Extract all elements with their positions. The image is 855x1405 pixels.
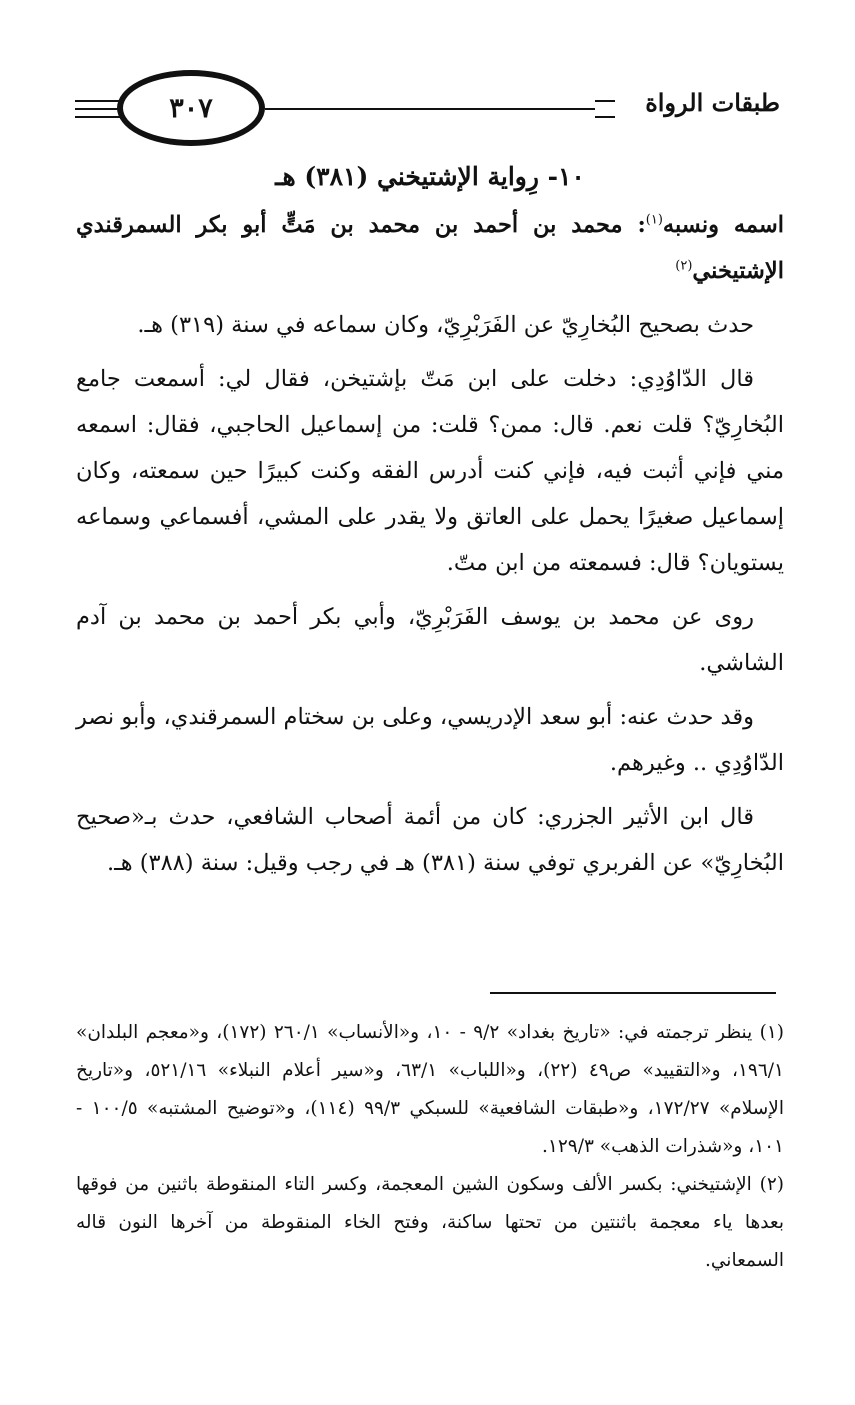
paragraph-name-lineage <box>76 202 784 294</box>
name-lineage-text: : محمد بن أحمد بن محمد بن مَتٍّ أبو بكر السمرقندي الإشتيخني <box>76 212 784 284</box>
header-rule-center <box>265 108 595 110</box>
footnote-ref-2: (٢) <box>675 258 693 274</box>
header-rule-right-a <box>595 100 615 102</box>
footnote-ref-1: (١) <box>645 212 663 228</box>
paragraph-narration: حدث بصحيح البُخارِيّ عن الفَرَبْرِيّ، وكان سماعه في سنة (٣١٩) هـ. <box>137 312 754 338</box>
footnote-divider <box>490 992 776 994</box>
page-number: ٣٠٧ <box>169 92 213 124</box>
paragraph-narrated-from: روى عن محمد بن يوسف الفَرَبْرِيّ، وأبي بكر أحمد بن محمد بن آدم الشاشي. <box>76 604 784 676</box>
paragraph-dawudi-account: قال الدّاوُدِي: دخلت على ابن مَتّ بإشتيخن، فقال لي: أسمعت جامع البُخارِيّ؟ قلت نعم. قال: ممن؟ قلت: من إسماعيل الحاجبي، فقال: اسمعه مني فإني أثبت فيه، فإني كنت أدرس الفقه وكنت كبيرًا حين سمعته، وكان إسماعيل صغيرًا يحمل على العاتق ولا يقدر على المشي، أفسماعي وسماعه يستويان؟ قال: فسمعته من ابن متّ. <box>76 366 784 576</box>
paragraph-narrated-by: وقد حدث عنه: أبو سعد الإدريسي، وعلى بن سختام السمرقندي، وأبو نصر الدّاوُدِي .. وغيرهم. <box>76 704 784 776</box>
section-title: ١٠- رِواية الإشتيخني (٣٨١) هـ <box>275 162 585 191</box>
name-lineage-heading: اسمه ونسبه <box>662 212 785 238</box>
page-number-oval <box>117 70 265 146</box>
running-title: طبقات الرواة <box>635 88 780 117</box>
running-header <box>75 70 780 150</box>
paragraph-ibn-athir: قال ابن الأثير الجزري: كان من أئمة أصحاب الشافعي، حدث بـ«صحيح البُخارِيّ» عن الفربري توفي سنة (٣٨١) هـ في رجب وقيل: سنة (٣٨٨) هـ. <box>76 804 784 876</box>
footnotes <box>76 1014 784 1280</box>
footnote-1: (١) ينظر ترجمته في: «تاريخ بغداد» ٩/٢ - ١٠، و«الأنساب» ٢٦٠/١ (١٧٢)، و«معجم البلدان» ١٩٦/١، و«التقييد» ص٤٩ (٢٢)، و«اللباب» ٦٣/١، و«سير أعلام النبلاء» ٥٢١/١٦، و«تاريخ الإسلام» ١٧٢/٢٧، و«طبقات الشافعية» للسبكي ٩٩/٣ (١١٤)، و«توضيح المشتبه» ١٠٠/٥ - ١٠١، و«شذرات الذهب» ١٢٩/٣. <box>76 1022 784 1157</box>
main-text <box>76 152 784 894</box>
footnote-2: (٢) الإشتيخني: بكسر الألف وسكون الشين المعجمة، وكسر التاء المنقوطة باثنين من فوقها بعدها ياء معجمة باثنتين من تحتها ساكنة، وفتح الخاء المنقوطة من آخرها النون قاله السمعاني. <box>76 1174 784 1271</box>
header-rule-right-b <box>595 116 615 118</box>
